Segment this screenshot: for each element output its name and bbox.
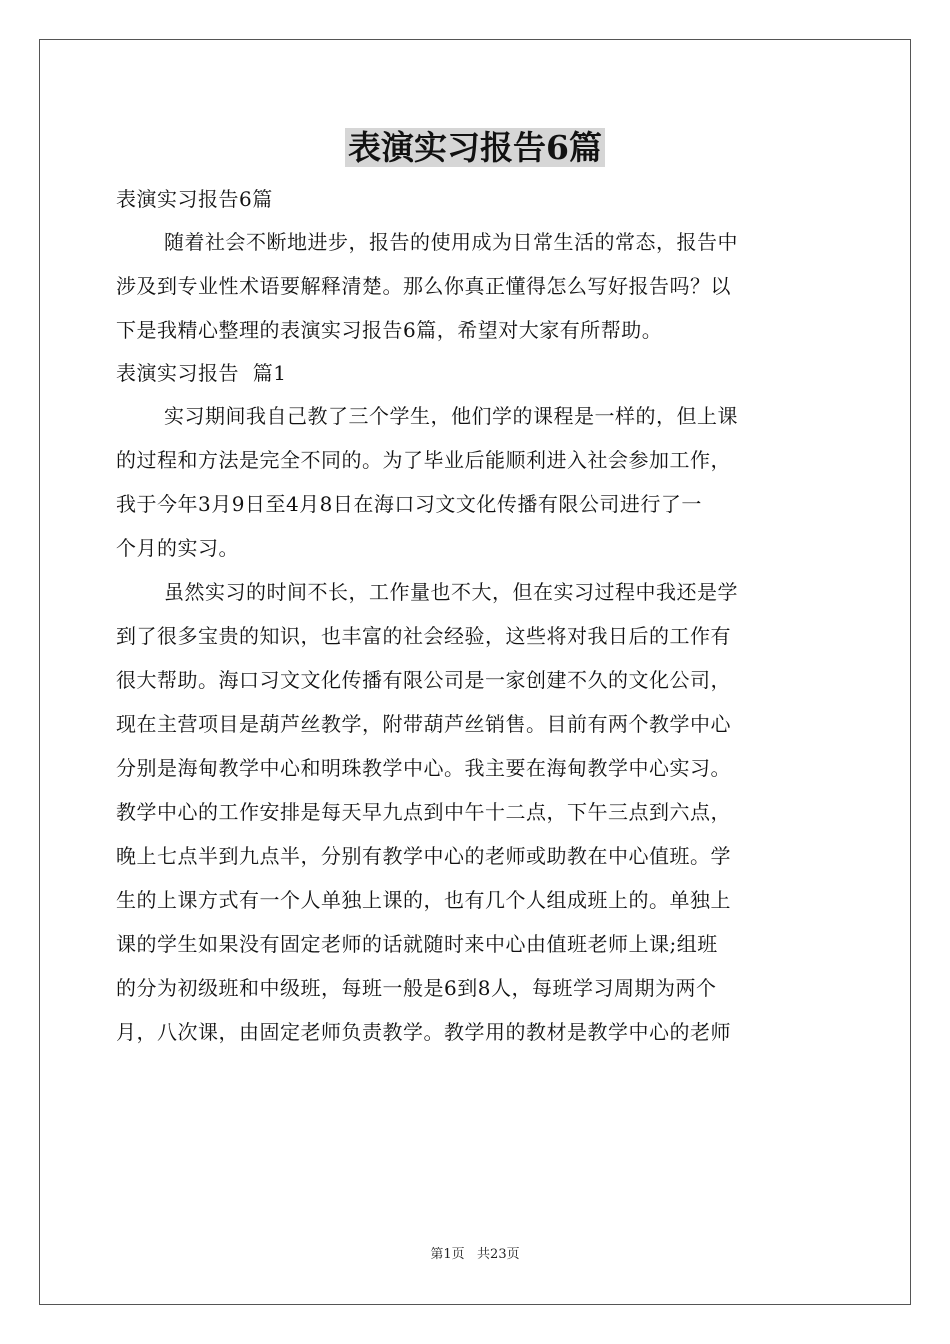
paragraph-line: 现在主营项目是葫芦丝教学，附带葫芦丝销售。目前有两个教学中心 bbox=[116, 712, 731, 736]
paragraph-line: 教学中心的工作安排是每天早九点到中午十二点，下午三点到六点， bbox=[116, 800, 731, 824]
paragraph-1 bbox=[116, 394, 836, 570]
paragraph-line: 课的学生如果没有固定老师的话就随时来中心由值班老师上课;组班 bbox=[116, 932, 718, 956]
paragraph-line: 随着社会不断地进步，报告的使用成为日常生活的常态，报告中 bbox=[164, 230, 738, 254]
paragraph-line: 很大帮助。海口习文文化传播有限公司是一家创建不久的文化公司， bbox=[116, 668, 731, 692]
document-subtitle: 表演实习报告6篇 bbox=[116, 187, 273, 211]
paragraph-line: 个月的实习。 bbox=[116, 536, 239, 560]
paragraph-line: 月，八次课，由固定老师负责教学。教学用的教材是教学中心的老师 bbox=[116, 1020, 731, 1044]
paragraph-line: 实习期间我自己教了三个学生，他们学的课程是一样的，但上课 bbox=[164, 404, 738, 428]
paragraph-line: 到了很多宝贵的知识，也丰富的社会经验，这些将对我日后的工作有 bbox=[116, 624, 731, 648]
section-heading: 表演实习报告 篇1 bbox=[116, 361, 287, 385]
page-number: 第1页 共23页 bbox=[430, 1247, 520, 1262]
document-title-text: 表演实习报告6篇 bbox=[345, 128, 605, 167]
paragraph-line: 我于今年3月9日至4月8日在海口习文文化传播有限公司进行了一 bbox=[116, 492, 702, 516]
paragraph-2 bbox=[116, 570, 836, 1054]
paragraph-line: 的过程和方法是完全不同的。为了毕业后能顺利进入社会参加工作， bbox=[116, 448, 731, 472]
intro-paragraph bbox=[116, 220, 836, 352]
paragraph-line: 的分为初级班和中级班，每班一般是6到8人，每班学习周期为两个 bbox=[116, 976, 717, 1000]
page-footer bbox=[0, 1243, 950, 1262]
paragraph-line: 晚上七点半到九点半，分别有教学中心的老师或助教在中心值班。学 bbox=[116, 844, 731, 868]
paragraph-line: 涉及到专业性术语要解释清楚。那么你真正懂得怎么写好报告吗？以 bbox=[116, 274, 731, 298]
document-body bbox=[116, 178, 836, 1054]
paragraph-line: 虽然实习的时间不长，工作量也不大，但在实习过程中我还是学 bbox=[164, 580, 738, 604]
paragraph-line: 生的上课方式有一个人单独上课的，也有几个人组成班上的。单独上 bbox=[116, 888, 731, 912]
document-title bbox=[0, 124, 950, 172]
paragraph-line: 分别是海甸教学中心和明珠教学中心。我主要在海甸教学中心实习。 bbox=[116, 756, 731, 780]
paragraph-line: 下是我精心整理的表演实习报告6篇，希望对大家有所帮助。 bbox=[116, 318, 663, 342]
